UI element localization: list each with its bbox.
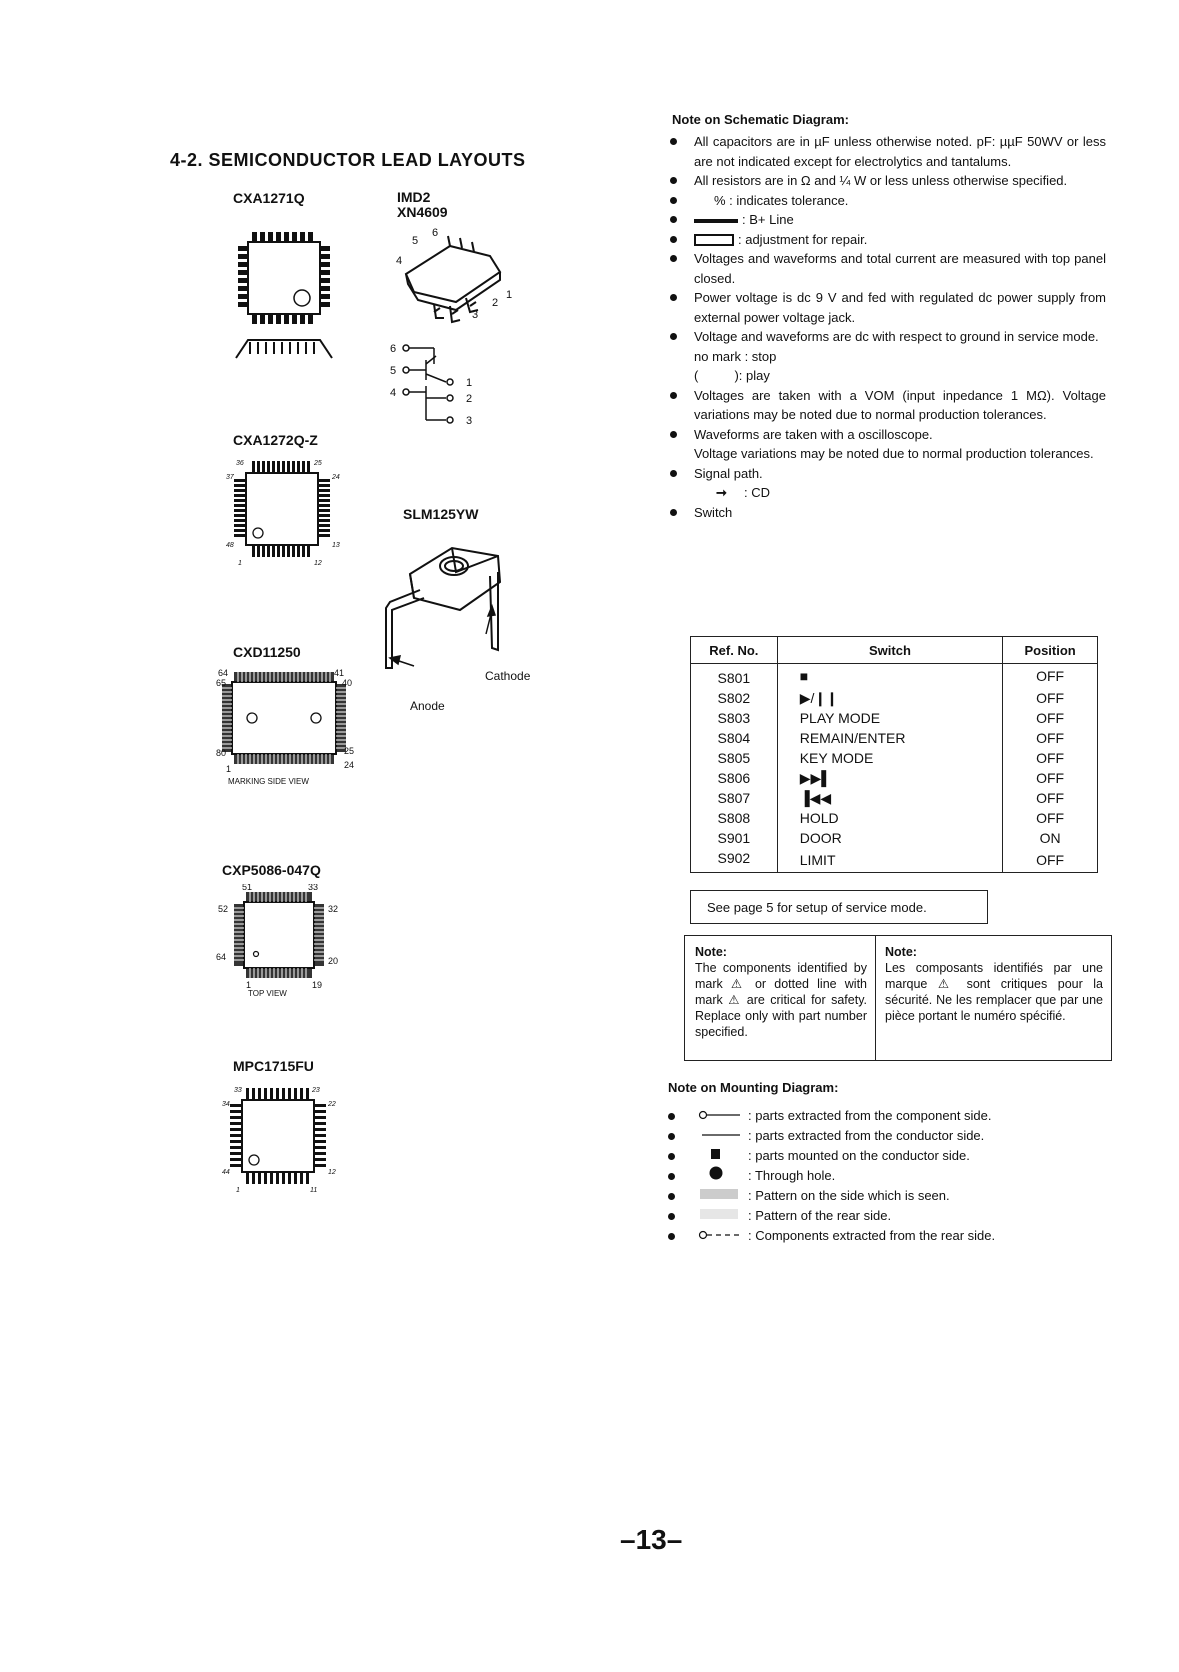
svg-text:52: 52	[218, 904, 229, 914]
svg-text:40: 40	[342, 678, 353, 688]
note-play: ( ): play	[694, 368, 770, 383]
svg-text:37: 37	[226, 474, 234, 481]
imd2-pin2: 2	[492, 297, 499, 309]
svg-text:36: 36	[236, 460, 244, 467]
imd2-pin6: 6	[432, 227, 439, 239]
note-measured: Voltages and waveforms and total current are measured with top panel closed.	[668, 249, 1106, 288]
svg-text:24: 24	[332, 474, 340, 481]
table-row: S806 ▶▶▌ OFF	[691, 768, 1098, 788]
svg-text:20: 20	[328, 956, 339, 966]
section-title: 4-2. SEMICONDUCTOR LEAD LAYOUTS	[170, 150, 526, 170]
note-switch: Switch	[668, 503, 1106, 523]
safety-note-box	[684, 935, 1112, 1061]
table-row: S803 PLAY MODE OFF	[691, 708, 1098, 728]
table-row: S801 ■ OFF	[691, 664, 1098, 689]
note-tolerance: % : indicates tolerance.	[668, 191, 1106, 211]
svg-text:12: 12	[314, 560, 322, 567]
mount-item: : Through hole.	[666, 1166, 1116, 1186]
svg-text:1: 1	[236, 1187, 240, 1194]
svg-text:48: 48	[226, 542, 234, 549]
svg-text:44: 44	[222, 1169, 230, 1176]
note-resistors: All resistors are in Ω and ¼ W or less unless otherwise specified.	[668, 171, 1106, 191]
note-oscilloscope-tol: Voltage variations may be noted due to normal production tolerances.	[694, 446, 1094, 461]
svg-text:5: 5	[390, 365, 397, 377]
svg-text:6: 6	[390, 343, 397, 355]
svg-text:19: 19	[312, 980, 323, 990]
switch-table	[690, 636, 1098, 873]
table-row: S807 ▐◀◀ OFF	[691, 788, 1098, 808]
col-ref: Ref. No.	[691, 637, 778, 664]
mount-item: : Pattern of the rear side.	[666, 1206, 1116, 1226]
svg-text:2: 2	[466, 393, 473, 405]
bplus-line-symbol	[694, 219, 738, 223]
table-row: S802 ▶/❙❙ OFF	[691, 688, 1098, 708]
svg-text:80: 80	[216, 748, 227, 758]
note-signal: Signal path.	[668, 464, 1106, 484]
cxa1272qz-diagram	[226, 455, 346, 570]
table-row: S805 KEY MODE OFF	[691, 748, 1098, 768]
svg-text:23: 23	[312, 1087, 320, 1094]
mpc1715fu-diagram	[220, 1082, 340, 1198]
svg-text:1: 1	[246, 980, 252, 990]
svg-text:51: 51	[242, 884, 253, 892]
service-mode-note: See page 5 for setup of service mode.	[690, 890, 988, 924]
marking-side-view: MARKING SIDE VIEW	[228, 777, 309, 784]
svg-text:32: 32	[328, 904, 339, 914]
note-capacitors: All capacitors are in µF unless otherwise noted. pF: µµF 50WV or less are not indicated except for electrolytics and tantalums.	[668, 132, 1106, 171]
table-row: S808 HOLD OFF	[691, 808, 1098, 828]
svg-text:34: 34	[222, 1101, 230, 1108]
svg-text:4: 4	[390, 387, 397, 399]
signal-arrow-icon: ➞	[716, 485, 727, 500]
svg-text:65: 65	[216, 678, 227, 688]
note-stop: no mark : stop	[694, 348, 777, 364]
mounting-notes	[666, 1106, 1116, 1246]
imd2-pin4: 4	[396, 255, 403, 267]
svg-text:3: 3	[466, 415, 473, 427]
table-row: S901 DOOR ON	[691, 828, 1098, 848]
svg-text:24: 24	[344, 760, 355, 770]
svg-text:11: 11	[310, 1187, 318, 1194]
mount-item: : parts extracted from the conductor side.	[666, 1126, 1116, 1146]
note-adjustment: : adjustment for repair.	[668, 230, 1106, 250]
note-signal-cd: ➞ : CD	[668, 483, 1106, 503]
table-row: S902 LIMIT OFF	[691, 848, 1098, 873]
note-ground: Voltage and waveforms are dc with respect to ground in service mode.	[668, 327, 1106, 347]
svg-text:64: 64	[216, 952, 227, 962]
top-view: TOP VIEW	[248, 989, 287, 996]
note-oscilloscope: Waveforms are taken with a oscilloscope.	[668, 425, 1106, 445]
cxa1271q-diagram	[230, 228, 340, 368]
svg-text:64: 64	[218, 668, 229, 678]
mount-item: : parts mounted on the conductor side.	[666, 1146, 1116, 1166]
imd2-pin5: 5	[412, 235, 419, 247]
svg-text:12: 12	[328, 1169, 336, 1176]
svg-text:13: 13	[332, 542, 340, 549]
col-switch: Switch	[777, 637, 1002, 664]
adjustment-box-symbol	[694, 234, 734, 246]
mpc1715fu-label: MPC1715FU	[233, 1058, 314, 1074]
mount-item: : Pattern on the side which is seen.	[666, 1186, 1116, 1206]
schematic-notes-title: Note on Schematic Diagram:	[672, 112, 849, 127]
cxp5086-label: CXP5086-047Q	[222, 862, 321, 878]
imd2-label-text: IMD2	[397, 189, 431, 205]
note-power: Power voltage is dc 9 V and fed with regulated dc power supply from external power voltage jack.	[668, 288, 1106, 327]
imd2-label	[397, 190, 448, 220]
schematic-notes	[668, 132, 1106, 522]
xn4609-label-text: XN4609	[397, 204, 448, 220]
table-row: S804 REMAIN/ENTER OFF	[691, 728, 1098, 748]
cxa1272qz-label: CXA1272Q-Z	[233, 432, 318, 448]
mounting-notes-title: Note on Mounting Diagram:	[668, 1080, 839, 1095]
svg-text:41: 41	[334, 668, 345, 678]
svg-text:25: 25	[314, 460, 322, 467]
cxd11250-diagram	[216, 668, 356, 784]
safety-note-fr: Note: Les composants identifiés par une marque ⚠ sont critiques pour la sécurité. Ne les remplacer que par une pièce portant le numéro spécifié.	[885, 945, 1103, 1023]
slm125yw-diagram	[380, 538, 540, 713]
cxa1271q-label: CXA1271Q	[233, 190, 305, 206]
mount-item: : parts extracted from the component side.	[666, 1106, 1116, 1126]
cathode-label: Cathode	[485, 669, 531, 683]
safety-note-en: Note: The components identified by mark ⚠ or dotted line with mark ⚠ are critical for safety. Replace only with part number specified.	[695, 945, 867, 1039]
imd2-pin3: 3	[472, 309, 479, 321]
svg-text:1: 1	[466, 377, 473, 389]
svg-text:1: 1	[226, 764, 232, 774]
note-bplus: : B+ Line	[668, 210, 1106, 230]
imd2-diagram	[390, 222, 530, 442]
svg-text:1: 1	[238, 560, 242, 567]
anode-label: Anode	[410, 699, 445, 713]
safety-divider	[875, 936, 876, 1060]
mount-item: : Components extracted from the rear side.	[666, 1226, 1116, 1246]
note-vom: Voltages are taken with a VOM (input inpedance 1 MΩ). Voltage variations may be noted due to normal production tolerances.	[668, 386, 1106, 425]
col-position: Position	[1003, 637, 1098, 664]
imd2-pin1: 1	[506, 289, 513, 301]
cxp5086-diagram	[212, 884, 352, 996]
cxd11250-label: CXD11250	[233, 644, 301, 660]
svg-text:33: 33	[234, 1087, 242, 1094]
page-number: –13–	[620, 1524, 683, 1555]
svg-text:25: 25	[344, 746, 355, 756]
svg-text:33: 33	[308, 884, 319, 892]
slm125yw-label: SLM125YW	[403, 506, 479, 522]
svg-text:22: 22	[328, 1101, 336, 1108]
